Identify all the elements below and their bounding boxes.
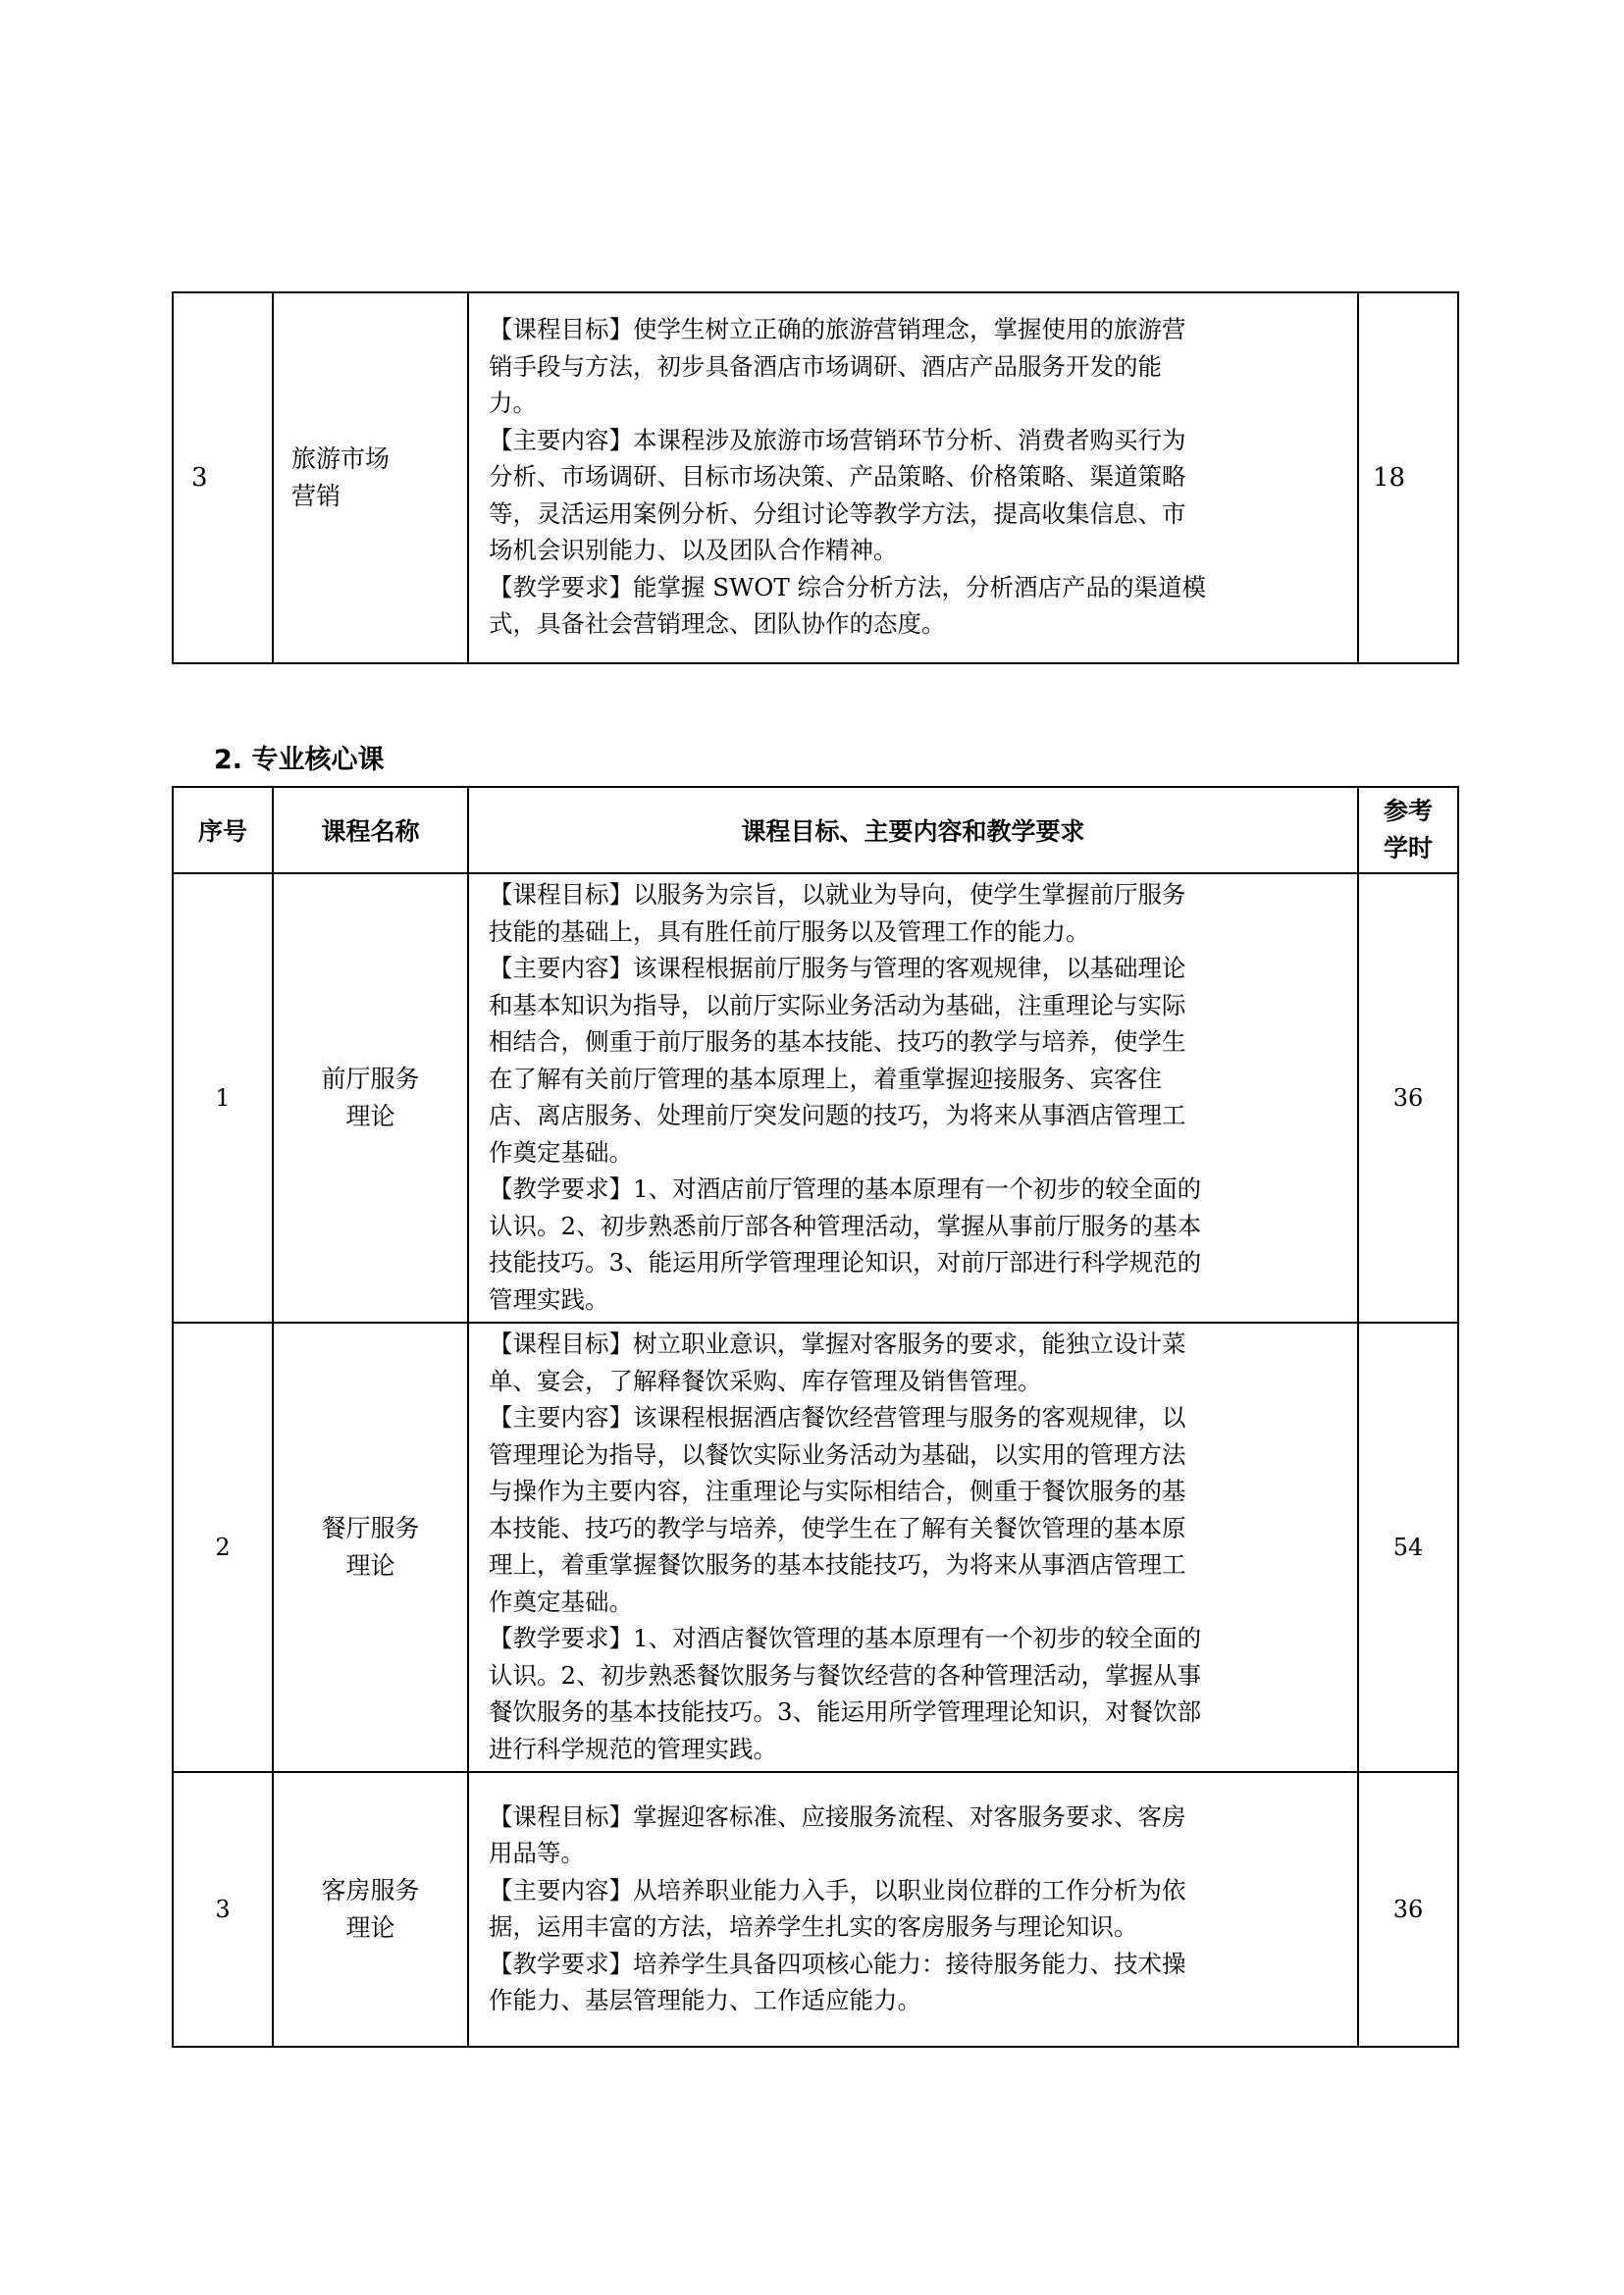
header-description: 课程目标、主要内容和教学要求 bbox=[468, 787, 1358, 873]
description-line: 【主要内容】本课程涉及旅游市场营销环节分析、消费者购买行为 bbox=[489, 425, 1186, 454]
description-line: 【教学要求】1、对酒店餐饮管理的基本原理有一个初步的较全面的 bbox=[489, 1624, 1202, 1652]
description-line: 与操作为主要内容，注重理论与实际相结合，侧重于餐饮服务的基 bbox=[489, 1477, 1186, 1505]
description-line: 【教学要求】1、对酒店前厅管理的基本原理有一个初步的较全面的 bbox=[489, 1174, 1202, 1203]
description-line: 等，灵活运用案例分析、分组讨论等教学方法，提高收集信息、市 bbox=[489, 498, 1186, 528]
description-line: 技能的基础上，具有胜任前厅服务以及管理工作的能力。 bbox=[489, 916, 1090, 946]
core-course-table-header bbox=[173, 787, 1458, 873]
description-line: 【主要内容】从培养职业能力入手，以职业岗位群的工作分析为依 bbox=[489, 1875, 1186, 1904]
description-line: 力。 bbox=[489, 389, 537, 418]
description-line: 作奠定基础。 bbox=[489, 1587, 633, 1616]
row-course-name bbox=[273, 1772, 468, 2047]
description-line: 餐饮服务的基本技能技巧。3、能运用所学管理理论知识，对餐饮部 bbox=[489, 1697, 1202, 1726]
description-line: 【主要内容】该课程根据酒店餐饮经营管理与服务的客观规律，以 bbox=[489, 1403, 1186, 1432]
description-line: 作奠定基础。 bbox=[489, 1137, 633, 1167]
description-line: 认识。2、初步熟悉前厅部各种管理活动，掌握从事前厅服务的基本 bbox=[489, 1211, 1202, 1240]
course-name-line: 餐厅服务 bbox=[321, 1514, 420, 1542]
description-line: 【教学要求】能掌握 SWOT 综合分析方法，分析酒店产品的渠道模 bbox=[489, 572, 1206, 601]
description-line: 作能力、基层管理能力、工作适应能力。 bbox=[489, 1986, 921, 2014]
header-hours-line: 学时 bbox=[1383, 834, 1433, 862]
description-line: 本技能、技巧的教学与培养，使学生在了解有关餐饮管理的基本原 bbox=[489, 1513, 1186, 1542]
row-description bbox=[468, 292, 1358, 663]
description-line: 店、离店服务、处理前厅突发问题的技巧，为将来从事酒店管理工 bbox=[489, 1101, 1186, 1129]
course-name-line: 前厅服务 bbox=[321, 1065, 420, 1093]
description-line: 【教学要求】培养学生具备四项核心能力：接待服务能力、技术操 bbox=[489, 1949, 1186, 1978]
description-line: 认识。2、初步熟悉餐饮服务与餐饮经营的各种管理活动，掌握从事 bbox=[489, 1660, 1202, 1690]
table-row bbox=[173, 873, 1458, 1323]
description-line: 【课程目标】使学生树立正确的旅游营销理念，掌握使用的旅游营 bbox=[489, 315, 1186, 344]
course-name-line: 理论 bbox=[345, 1102, 395, 1130]
row-hours: 36 bbox=[1358, 873, 1458, 1323]
row-seq: 2 bbox=[173, 1323, 273, 1772]
description-line: 在了解有关前厅管理的基本原理上，着重掌握迎接服务、宾客住 bbox=[489, 1064, 1162, 1093]
row-course-name bbox=[273, 292, 468, 663]
description-line: 【主要内容】该课程根据前厅服务与管理的客观规律，以基础理论 bbox=[489, 954, 1186, 982]
top-course-table bbox=[172, 291, 1459, 664]
course-name-line: 旅游市场 bbox=[291, 444, 391, 473]
description-line: 式，具备社会营销理念、团队协作的态度。 bbox=[489, 609, 946, 639]
description-line: 【课程目标】树立职业意识，掌握对客服务的要求，能独立设计菜 bbox=[489, 1330, 1186, 1358]
description-line: 管理理论为指导，以餐饮实际业务活动为基础，以实用的管理方法 bbox=[489, 1439, 1186, 1469]
description-line: 和基本知识为指导，以前厅实际业务活动为基础，注重理论与实际 bbox=[489, 990, 1186, 1019]
core-course-table bbox=[172, 786, 1459, 2048]
row-seq: 3 bbox=[173, 292, 273, 663]
course-name-line: 客房服务 bbox=[321, 1876, 420, 1904]
description-line: 理上，着重掌握餐饮服务的基本技能技巧，为将来从事酒店管理工 bbox=[489, 1550, 1186, 1579]
course-name-line: 营销 bbox=[291, 482, 341, 510]
row-hours: 54 bbox=[1358, 1323, 1458, 1772]
section-title: 2. 专业核心课 bbox=[214, 745, 385, 775]
description-line: 单、宴会，了解释餐饮采购、库存管理及销售管理。 bbox=[489, 1366, 1042, 1395]
description-line: 相结合，侧重于前厅服务的基本技能、技巧的教学与培养，使学生 bbox=[489, 1027, 1186, 1056]
header-course-name: 课程名称 bbox=[273, 787, 468, 873]
description-line: 进行科学规范的管理实践。 bbox=[489, 1734, 777, 1763]
header-row bbox=[173, 787, 1458, 873]
description-line: 管理实践。 bbox=[489, 1284, 609, 1314]
description-line: 销手段与方法，初步具备酒店市场调研、酒店产品服务开发的能 bbox=[489, 351, 1162, 381]
description-line: 据，运用丰富的方法，培养学生扎实的客房服务与理论知识。 bbox=[489, 1912, 1138, 1941]
table-row bbox=[173, 292, 1458, 663]
header-seq: 序号 bbox=[173, 787, 273, 873]
description-line: 场机会识别能力、以及团队合作精神。 bbox=[489, 536, 898, 565]
row-description bbox=[468, 873, 1358, 1323]
row-hours: 18 bbox=[1358, 292, 1458, 663]
description-line: 【课程目标】掌握迎客标准、应接服务流程、对客服务要求、客房 bbox=[489, 1801, 1186, 1831]
description-line: 技能技巧。3、能运用所学管理理论知识，对前厅部进行科学规范的 bbox=[489, 1248, 1202, 1277]
header-hours-line: 参考 bbox=[1383, 797, 1433, 825]
row-hours: 36 bbox=[1358, 1772, 1458, 2047]
top-course-table-body bbox=[173, 292, 1458, 663]
core-course-table-body bbox=[173, 873, 1458, 2047]
row-description bbox=[468, 1323, 1358, 1772]
description-line: 分析、市场调研、目标市场决策、产品策略、价格策略、渠道策略 bbox=[489, 462, 1186, 492]
row-description bbox=[468, 1772, 1358, 2047]
row-seq: 3 bbox=[173, 1772, 273, 2047]
row-course-name bbox=[273, 1323, 468, 1772]
table-row bbox=[173, 1323, 1458, 1772]
row-course-name bbox=[273, 873, 468, 1323]
table-row bbox=[173, 1772, 1458, 2047]
course-name-line: 理论 bbox=[345, 1913, 395, 1942]
description-line: 用品等。 bbox=[489, 1839, 585, 1867]
header-hours bbox=[1358, 787, 1458, 873]
course-name-line: 理论 bbox=[345, 1551, 395, 1580]
description-line: 【课程目标】以服务为宗旨，以就业为导向，使学生掌握前厅服务 bbox=[489, 880, 1186, 909]
row-seq: 1 bbox=[173, 873, 273, 1323]
